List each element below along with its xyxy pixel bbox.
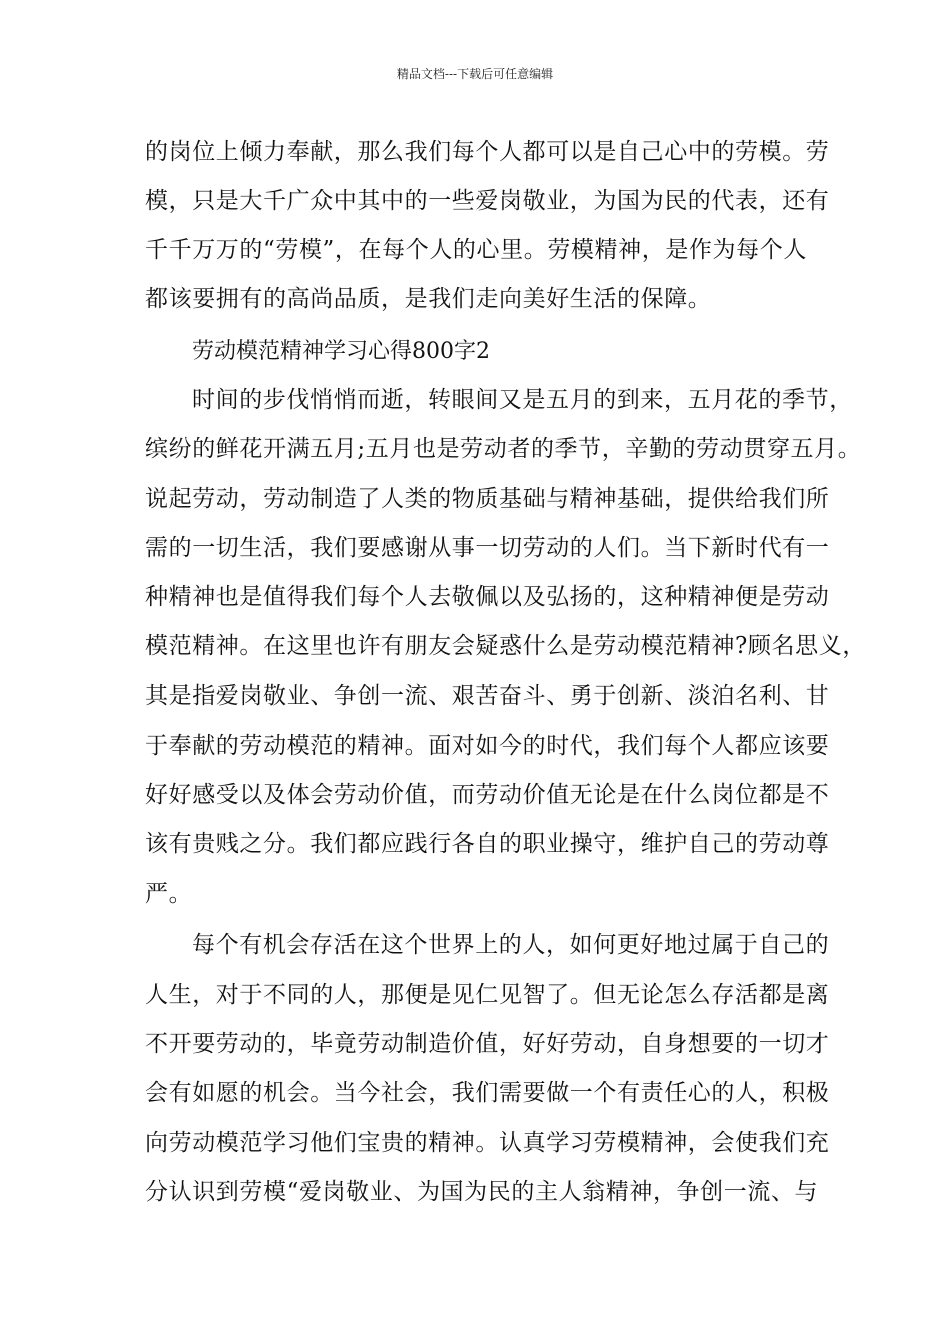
section-heading: 劳动模范精神学习心得800字2 — [192, 339, 490, 364]
text-line: 向劳动模范学习他们宝贵的精神。认真学习劳模精神，会使我们充 — [145, 1130, 830, 1156]
text-line: 好好感受以及体会劳动价值，而劳动价值无论是在什么岗位都是不 — [145, 782, 830, 808]
text-line: 于奉献的劳动模范的精神。面对如今的时代，我们每个人都应该要 — [145, 733, 830, 759]
text-line: 严。 — [145, 881, 193, 907]
text-line: 不开要劳动的，毕竟劳动制造价值，好好劳动，自身想要的一切才 — [145, 1031, 830, 1057]
text-line: 模范精神。在这里也许有朋友会疑惑什么是劳动模范精神?顾名思义， — [145, 633, 866, 659]
page-header: 精品文档---下载后可任意编辑 — [396, 67, 554, 81]
text-line: 说起劳动，劳动制造了人类的物质基础与精神基础，提供给我们所 — [145, 486, 830, 512]
text-line: 的岗位上倾力奉献，那么我们每个人都可以是自己心中的劳模。劳 — [145, 139, 830, 165]
text-line: 其是指爱岗敬业、争创一流、艰苦奋斗、勇于创新、淡泊名利、甘 — [145, 683, 830, 709]
text-line: 都该要拥有的高尚品质，是我们走向美好生活的保障。 — [145, 286, 712, 312]
text-line: 分认识到劳模“爱岗敬业、为国为民的主人翁精神，争创一流、与 — [145, 1179, 819, 1205]
text-line: 模，只是大千广众中其中的一些爱岗敬业，为国为民的代表，还有 — [145, 188, 830, 214]
text-line: 该有贵贱之分。我们都应践行各自的职业操守，维护自己的劳动尊 — [145, 831, 830, 857]
text-line: 种精神也是值得我们每个人去敬佩以及弘扬的，这种精神便是劳动 — [145, 584, 830, 610]
text-line: 千千万万的“劳模”，在每个人的心里。劳模精神，是作为每个人 — [145, 237, 807, 263]
text-line: 需的一切生活，我们要感谢从事一切劳动的人们。当下新时代有一 — [145, 535, 830, 561]
text-line: 时间的步伐悄悄而逝，转眼间又是五月的到来，五月花的季节， — [192, 387, 853, 413]
text-line: 会有如愿的机会。当今社会，我们需要做一个有责任心的人，积极 — [145, 1080, 830, 1106]
text-line: 每个有机会存活在这个世界上的人，如何更好地过属于自己的 — [192, 932, 830, 958]
text-line: 缤纷的鲜花开满五月;五月也是劳动者的季节，辛勤的劳动贯穿五月。 — [145, 436, 862, 462]
text-line: 人生，对于不同的人，那便是见仁见智了。但无论怎么存活都是离 — [145, 982, 830, 1008]
